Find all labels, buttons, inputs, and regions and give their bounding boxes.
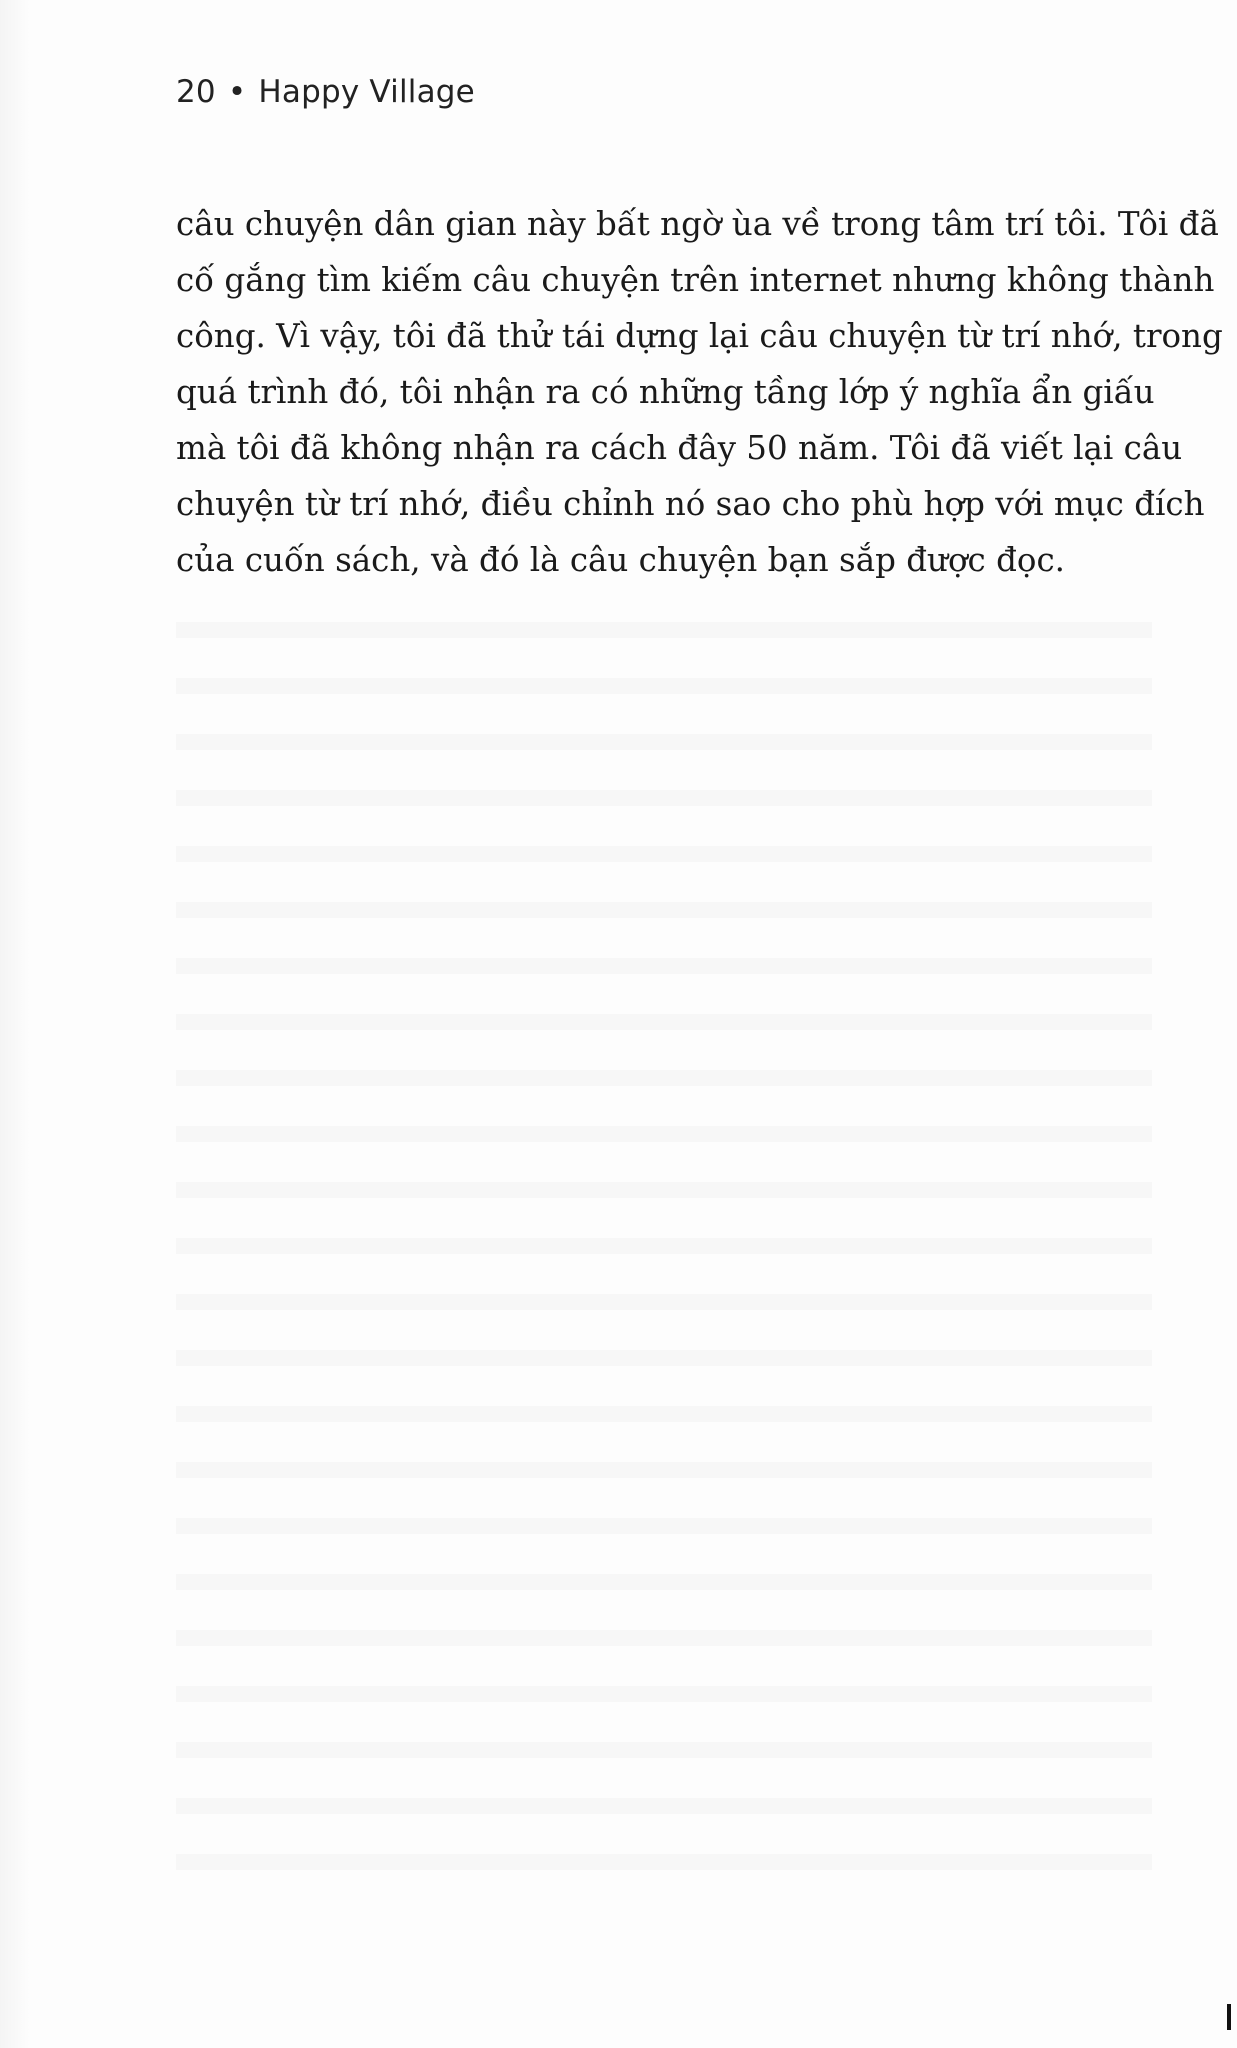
bleed-through-texture [176,600,1152,1900]
paragraph-line: của cuốn sách, và đó là câu chuyện bạn sắp được đọc. [176,541,1065,579]
running-header [176,74,475,110]
paragraph-line: mà tôi đã không nhận ra cách đây 50 năm. Tôi đã viết lại câu [176,429,1183,467]
body-paragraph [176,196,1223,588]
book-title: Happy Village [258,74,475,110]
page-edge-mark [1227,2004,1231,2030]
page-number: 20 [176,74,216,110]
paragraph-line: công. Vì vậy, tôi đã thử tái dựng lại câu chuyện từ trí nhớ, trong [176,317,1223,355]
paragraph-line: chuyện từ trí nhớ, điều chỉnh nó sao cho phù hợp với mục đích [176,485,1205,523]
header-separator: • [227,74,247,110]
paragraph-line: câu chuyện dân gian này bất ngờ ùa về trong tâm trí tôi. Tôi đã [176,205,1219,243]
paragraph-line: quá trình đó, tôi nhận ra có những tầng lớp ý nghĩa ẩn giấu [176,373,1155,411]
paragraph-line: cố gắng tìm kiếm câu chuyện trên internet nhưng không thành [176,261,1215,299]
